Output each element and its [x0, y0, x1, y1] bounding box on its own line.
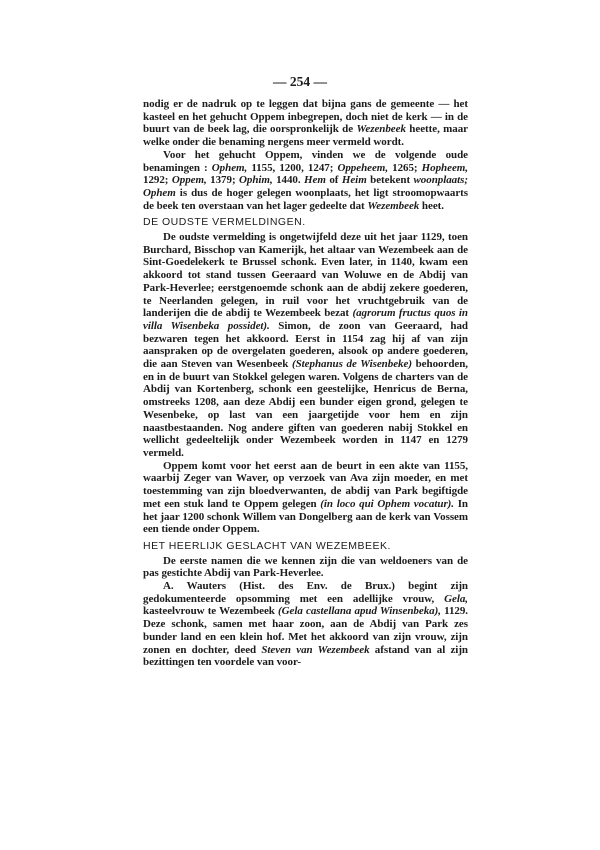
paragraph-4: [143, 460, 468, 536]
text-run: 1129. Deze schonk, samen met haar zoon, aan de Abdij van Park zes bunder land en een klein hof. Met het akkoord van zijn vrouw, zijn zonen en dochter, deed: [143, 605, 468, 656]
italic-run: Wezenbeek: [356, 123, 406, 136]
section-heading-heerlijk-geslacht: HET HEERLIJK GESLACHT VAN WEZEMBEEK.: [143, 539, 391, 552]
text-run: afstand van al zijn bezittingen ten voordele van voor-: [143, 643, 468, 669]
paragraph-1: [143, 98, 468, 149]
text-run: 1292;: [143, 174, 172, 187]
text-run: 1265;: [388, 161, 422, 174]
italic-run: (Stephanus de Wisenbeke): [292, 358, 412, 371]
italic-run: (agrorum fructus quos in villa Wisenbeka possidet).: [143, 307, 469, 332]
paragraph-2: [143, 149, 468, 213]
text-run: of: [325, 174, 342, 187]
paragraph-5: De eerste namen die we kennen zijn die van weldoeners van de pas gestichte Abdij van Park-Heverlee.: [143, 554, 468, 580]
italic-run: Oppem,: [171, 174, 207, 187]
text-run: is dus de hoger gelegen woonplaats, het ligt stroomopwaarts de beek ten overstaan van het lager gedeelte dat: [143, 186, 468, 212]
paragraph-3: [143, 231, 468, 460]
italic-run: (in loco qui Ophem vocatur).: [320, 497, 454, 510]
text-run: behoorden, en in de buurt van Stokkel gelegen waren. Volgens de charters van de Abdij van Kortenberg, schonk een geestelijke, Henricus de Berna, omstreeks 1208, aan deze Abdij een bunder eigen grond, gelegen te Wesenbeke, op last van een jaargetijde voor hem en zijn naastbestaanden. Nog andere giften van goederen nabij Stokkel en wellicht gedeeltelijk onder Wezembeek worden in 1147 en 1279 vermeld.: [143, 358, 468, 459]
italic-run: Ophim,: [239, 174, 273, 187]
section-heading-oudste-vermeldingen: DE OUDSTE VERMELDINGEN.: [143, 216, 306, 229]
text-run: Voor het gehucht Oppem, vinden we de volgende oude benamingen :: [143, 148, 468, 174]
italic-run: (Gela castellana apud Winsenbeka),: [278, 605, 441, 618]
page-body: [143, 98, 468, 669]
text-run: kasteelvrouw te Wezembeek: [143, 605, 279, 618]
text-run: De oudste vermelding is ongetwijfeld deze uit het jaar 1129, toen Burchard, Bisschop van Kamerijk, het altaar van Wezembeek aan de Sint-Goedelekerk te Brussel schonk. Even later, in 1140, kwam een akkoord tot stand tussen Geeraard van Woluwe en de Abdij van Park-Heverlee; eerstgenoemde schonk aan de abdij zekere goederen, te Neerlanden gelegen, in ruil voor het vruchtgebruik van de landerijen die de abdij te Wezembeek bezat: [143, 231, 468, 320]
italic-run: Gela,: [444, 592, 468, 605]
text-run: A. Wauters (Hist. des Env. de Brux.) begint zijn gedokumenteerde opsomming met een adellijke vrouw,: [143, 580, 468, 605]
paragraph-6: [143, 580, 468, 669]
text-run: betekent: [366, 174, 414, 187]
text-run: 1155, 1200, 1247;: [247, 161, 338, 174]
italic-run: Hopheem,: [421, 161, 469, 174]
text-run: heet.: [419, 199, 444, 212]
italic-run: Steven van Wezembeek: [261, 643, 370, 656]
text-run: In het jaar 1200 schonk Willem van Dongelberg aan de kerk van Vossem een tiende onder Oppem.: [143, 497, 469, 536]
text-run: heette, maar welke onder die benaming nergens meer vermeld wordt.: [143, 123, 468, 149]
italic-run: Oppeheem,: [337, 161, 389, 174]
italic-run: Wezembeek: [367, 199, 420, 212]
italic-run: woonplaats; Ophem: [143, 174, 468, 199]
text-run: 1440.: [272, 174, 305, 187]
italic-run: Heim: [341, 174, 367, 187]
text-run: nodig er de nadruk op te leggen dat bijna gans de gemeente — het kasteel en het gehucht Oppem inbegrepen, doch niet de kerk — in de buurt van de beek lag, die oorspronkelijk de: [143, 98, 468, 136]
text-run: Simon, de zoon van Geeraard, had bezwaren tegen het akkoord. Eerst in 1154 zag hij af van zijn aanspraken op de overgelaten goederen, alsook op andere goederen, die aan Steven van Wesenbeek: [143, 319, 468, 371]
page-number: — 254 —: [273, 74, 327, 89]
italic-run: Hem: [304, 174, 326, 187]
text-run: 1379;: [206, 174, 240, 187]
text-run: Oppem komt voor het eerst aan de beurt in een akte van 1155, waarbij Zeger van Waver, op verzoek van Ava zijn moeder, en met toestemming van zijn bloedverwanten, de abdij van Park begiftigde met een stuk land te Oppem gelegen: [143, 459, 468, 510]
italic-run: Ophem,: [211, 161, 248, 174]
